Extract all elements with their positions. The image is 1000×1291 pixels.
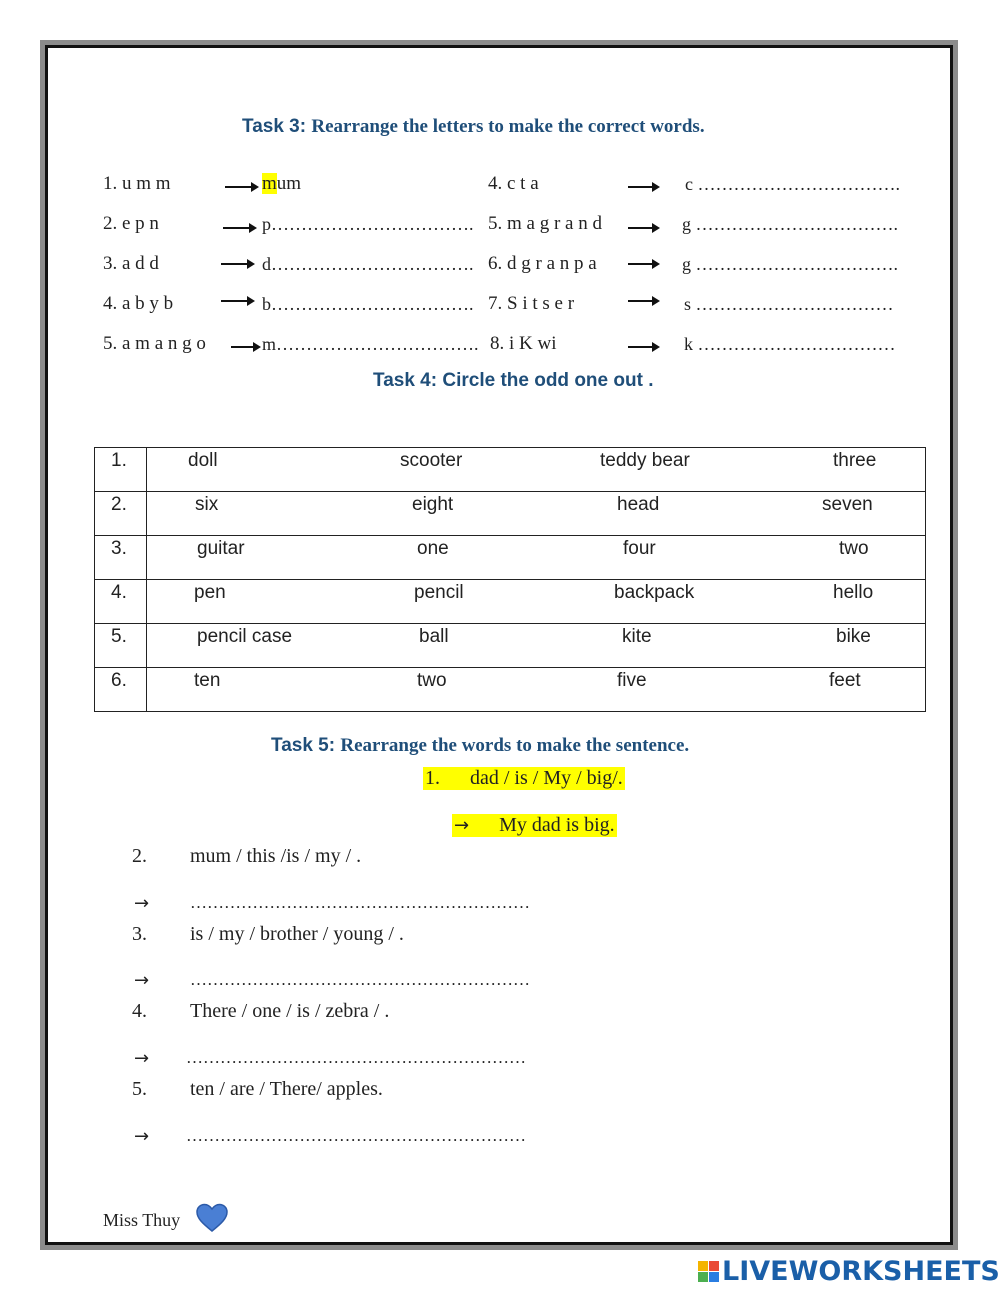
right-arrow-icon: → — [134, 893, 150, 914]
task3-prompt-5: 5. a m a n g o — [103, 333, 206, 354]
task3-answer-7[interactable]: g ……………………………. — [682, 214, 898, 234]
right-arrow-icon: → — [134, 970, 150, 991]
word-option[interactable]: pencil — [414, 582, 464, 603]
task3-title — [242, 116, 705, 138]
heart-icon — [196, 1203, 228, 1233]
logo-blocks-icon — [698, 1261, 719, 1282]
word-option[interactable]: guitar — [197, 538, 245, 559]
word-option[interactable]: two — [417, 670, 447, 691]
task4-label: Task 4: — [373, 370, 438, 391]
word-option[interactable]: six — [195, 494, 219, 515]
item-words: ten / are / There/ apples. — [190, 1078, 383, 1100]
item-number: 2. — [132, 845, 147, 867]
task4-instruction: Circle the odd one out . — [442, 370, 654, 391]
answer-rest: um — [276, 173, 302, 194]
example-answer — [452, 814, 617, 837]
row-number: 2. — [111, 494, 127, 515]
task3-prompt-6: 4. c t a — [488, 173, 539, 194]
task3-instruction: Rearrange the letters to make the correct words. — [311, 116, 705, 137]
answer-blank[interactable]: …………………………………………………… — [186, 1126, 526, 1145]
word-option[interactable]: scooter — [400, 450, 463, 471]
task3-answer-2[interactable]: p……………………………. — [262, 214, 474, 234]
word-option[interactable]: doll — [188, 450, 218, 471]
item-answer: My dad is big. — [499, 814, 615, 836]
right-arrow-icon: → — [134, 1048, 150, 1069]
task5-label: Task 5: — [271, 735, 336, 756]
task3-answer-8[interactable]: g ……………………………. — [682, 254, 898, 274]
table-row — [95, 536, 926, 580]
item-words: dad / is / My / big/. — [470, 767, 623, 789]
task3-answer-9[interactable]: s …………………………… — [684, 294, 894, 314]
liveworksheets-logo[interactable] — [698, 1256, 1000, 1287]
word-option[interactable]: hello — [833, 582, 874, 603]
table-row — [95, 492, 926, 536]
word-option[interactable]: feet — [829, 670, 861, 691]
arrow-icon — [223, 227, 255, 229]
task3-prompt-9: 7. S i t s e r — [488, 293, 575, 314]
arrow-icon — [231, 346, 259, 348]
author-signature: Miss Thuy — [103, 1210, 181, 1230]
row-number: 4. — [111, 582, 127, 603]
word-option[interactable]: eight — [412, 494, 454, 515]
table-row — [95, 580, 926, 624]
item-number: 3. — [132, 923, 147, 945]
item-number: 4. — [132, 1000, 147, 1022]
word-option[interactable]: pencil case — [197, 626, 293, 647]
item-number: 5. — [132, 1078, 147, 1100]
answer-blank[interactable]: …………………………………………………… — [190, 970, 530, 989]
table-row — [95, 624, 926, 668]
task3-prompt-4: 4. a b y b — [103, 293, 174, 314]
word-option[interactable]: ten — [194, 670, 221, 691]
task3-label: Task 3: — [242, 116, 307, 137]
word-option[interactable]: teddy bear — [600, 450, 690, 471]
task3-answer-6[interactable]: c ……………………………. — [685, 174, 900, 194]
item-words: There / one / is / zebra / . — [190, 1000, 390, 1022]
word-option[interactable]: bike — [836, 626, 871, 647]
arrow-icon — [628, 263, 658, 265]
task3-answer-4[interactable]: b……………………………. — [262, 294, 474, 314]
odd-one-out-table — [94, 447, 926, 712]
task3-prompt-2: 2. e p n — [103, 213, 159, 234]
word-option[interactable]: pen — [194, 582, 226, 603]
word-option[interactable]: four — [623, 538, 656, 559]
table-row — [95, 668, 926, 712]
word-option[interactable]: five — [617, 670, 647, 691]
task3-answer-1 — [262, 173, 301, 195]
answer-blank[interactable]: …………………………………………………… — [186, 1048, 526, 1067]
word-option[interactable]: kite — [622, 626, 652, 647]
item-words: is / my / brother / young / . — [190, 923, 404, 945]
arrow-icon — [225, 186, 257, 188]
right-arrow-icon: → — [454, 815, 470, 836]
arrow-icon — [221, 263, 253, 265]
word-option[interactable]: head — [617, 494, 660, 515]
row-number: 6. — [111, 670, 127, 691]
task3-prompt-3: 3. a d d — [103, 253, 159, 274]
word-option[interactable]: backpack — [614, 582, 695, 603]
right-arrow-icon: → — [134, 1126, 150, 1147]
task3-answer-5[interactable]: m……………………………. — [262, 334, 479, 354]
table-row — [95, 448, 926, 492]
example-prompt — [423, 767, 625, 790]
word-option[interactable]: two — [839, 538, 869, 559]
arrow-icon — [628, 186, 658, 188]
task3-prompt-8: 6. d g r a n p a — [488, 253, 597, 274]
word-option[interactable]: three — [833, 450, 877, 471]
logo-text: LIVEWORKSHEETS — [722, 1256, 1000, 1287]
task3-answer-10[interactable]: k …………………………… — [684, 334, 896, 354]
row-number: 3. — [111, 538, 127, 559]
task3-prompt-10: 8. i K wi — [490, 333, 557, 354]
answer-highlight: m — [262, 173, 277, 194]
arrow-icon — [221, 300, 253, 302]
word-option[interactable]: ball — [419, 626, 449, 647]
task3-prompt-7: 5. m a g r a n d — [488, 213, 602, 234]
row-number: 5. — [111, 626, 127, 647]
answer-blank[interactable]: …………………………………………………… — [190, 893, 530, 912]
item-number: 1. — [425, 767, 440, 789]
word-option[interactable]: one — [417, 538, 449, 559]
task5-title — [271, 735, 689, 757]
arrow-icon — [628, 346, 658, 348]
task3-answer-3[interactable]: d……………………………. — [262, 254, 474, 274]
word-option[interactable]: seven — [822, 494, 873, 515]
arrow-icon — [628, 300, 658, 302]
task4-title — [373, 370, 653, 392]
item-words: mum / this /is / my / . — [190, 845, 362, 867]
row-number: 1. — [111, 450, 127, 471]
task5-instruction: Rearrange the words to make the sentence. — [340, 735, 690, 756]
task3-prompt-1: 1. u m m — [103, 173, 171, 194]
arrow-icon — [628, 227, 658, 229]
